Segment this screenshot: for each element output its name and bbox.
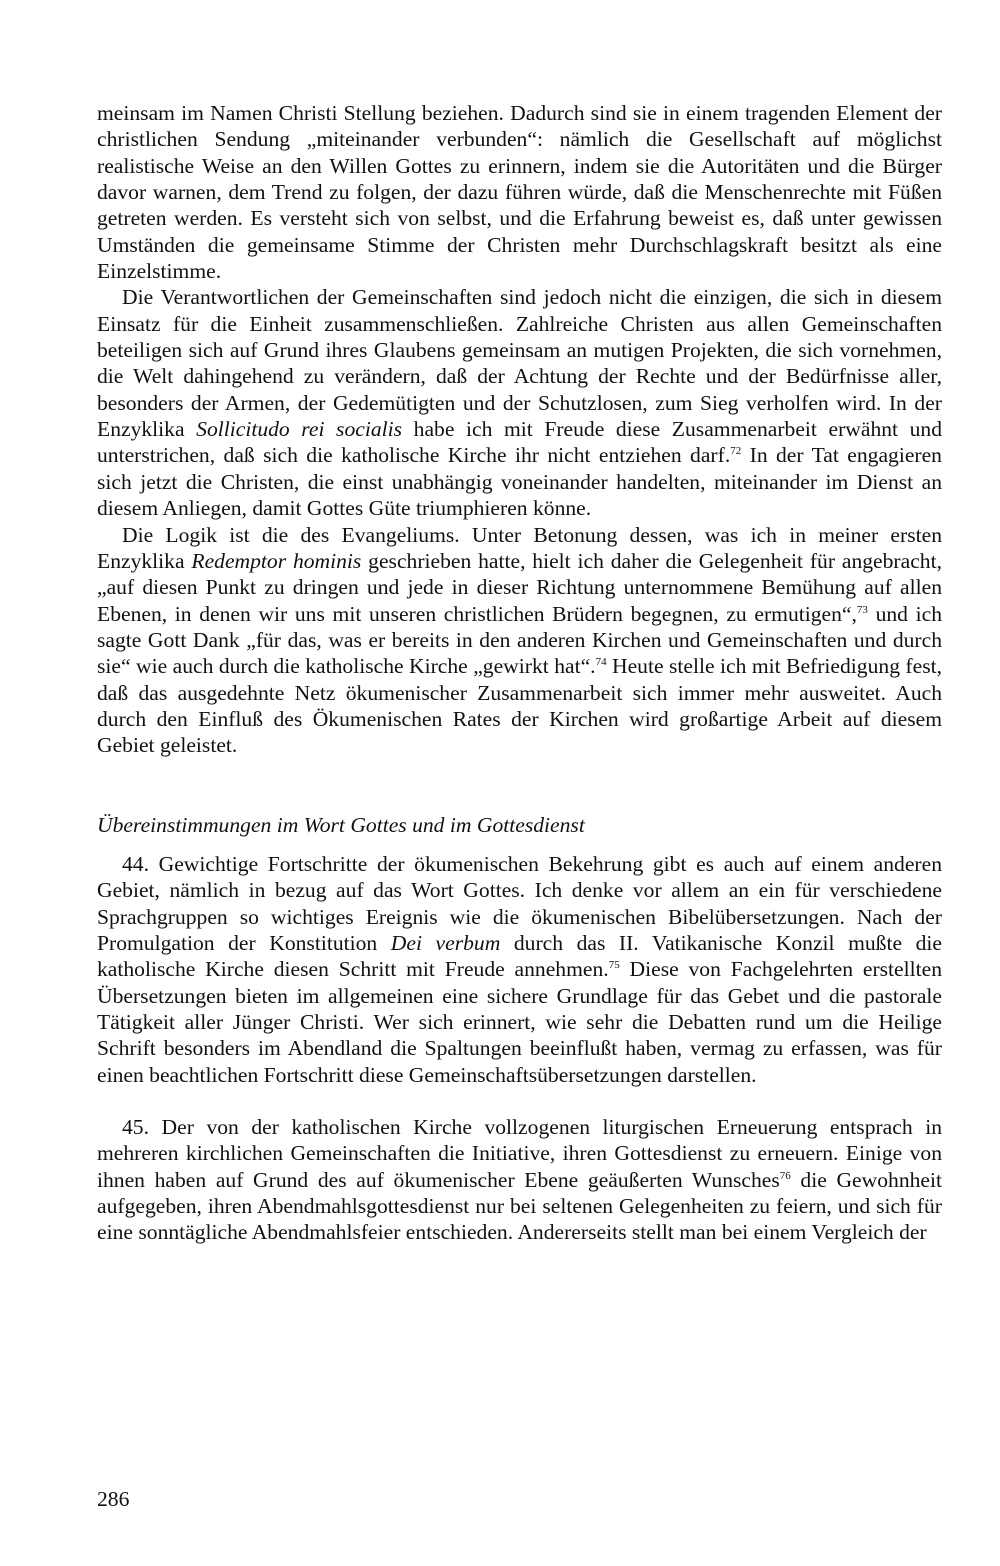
paragraph-45: 45. Der von der katholischen Kirche vollzogenen liturgischen Erneuerung entsprach in mehreren kirchlichen Gemeinschaften die Initiative, ihren Gottesdienst zu erneuern. Einige von ihnen haben auf Grund des auf ökumenischer Ebene geäußerten Wunsches$^{76}$ die Gewohnheit aufgegeben, ihren Abendmahlsgottesdienst nur bei seltenen Gelegenheiten zu feiern, und sich für eine sonntägliche Abendmahlsfeier entschieden. Andererseits stellt man bei einem Vergleich der (97, 1115, 942, 1245)
paragraph-2: Die Verantwortlichen der Gemeinschaften sind jedoch nicht die einzigen, die sich in diesem Einsatz für die Einheit zusammenschließen. Zahlreiche Christen aus allen Gemeinschaften beteiligen sich auf Grund ihres Glaubens gemeinsam an mutigen Projekten, die sich vornehmen, die Welt dahingehend zu verändern, daß der Achtung der Rechte und der Bedürfnisse aller, besonders der Armen, der Gedemütigten und der Schutzlosen, zum Sieg verholfen wird. In der Enzyklika Sollicitudo rei socialis habe ich mit Freude diese Zusammenarbeit erwähnt und unterstrichen, daß sich die katholische Kirche ihr nicht entziehen darf.$^{72}$ In der Tat engagieren sich jetzt die Christen, die einst unabhängig voneinander handelten, miteinander im Dienst an diesem Anliegen, damit Gottes Güte triumphieren könne. (97, 285, 943, 521)
italic-title: Redemptor hominis (191, 548, 362, 573)
paragraph-44: 44. Gewichtige Fortschritte der ökumenischen Bekehrung gibt es auch auf einem anderen Gebiet, nämlich in bezug auf das Wort Gottes. Ich denke vor allem an ein für verschiedene Sprachgruppen so wichtiges Ereignis wie die ökumenischen Bibelübersetzungen. Nach der Promulgation der Konstitution Dei verbum durch das II. Vatikanische Konzil mußte die katholische Kirche diesen Schritt mit Freude annehmen.$^{75}$ Diese von Fachgelehrten erstellten Übersetzungen bieten im allgemeinen eine sichere Grundlage für das Gebet und die pastorale Tätigkeit aller Jünger Christi. Wer sich erinnert, wie sehr die Debatten rund um die Heilige Schrift besonders im Abendland die Spaltungen beeinflußt haben, vermag zu erfassen, was für einen beachtlichen Fortschritt diese Gemeinschaftsübersetzungen darstellen. (97, 851, 942, 1087)
footnote-ref: 76 (779, 1169, 791, 1182)
page-body (97, 100, 942, 1246)
footnote-ref: 73 (856, 603, 868, 616)
italic-title: Sollicitudo rei socialis (196, 417, 403, 442)
footnote-ref: 72 (730, 445, 742, 458)
footnote-ref: 75 (608, 959, 620, 972)
footnote-ref: 74 (595, 656, 607, 669)
italic-title: Dei verbum (390, 930, 501, 955)
page-number: 286 (97, 1487, 130, 1511)
paragraph-1: meinsam im Namen Christi Stellung beziehen. Dadurch sind sie in einem tragenden Element der christlichen Sendung „miteinander verbunden“: nämlich die Gesellschaft auf möglichst realistische Weise an den Willen Gottes zu erinnern, indem sie die Autoritäten und die Bürger davor warnen, dem Trend zu folgen, der dazu führen würde, daß die Menschenrechte mit Füßen getreten werden. Es versteht sich von selbst, und die Erfahrung beweist es, daß unter gewissen Umständen die gemeinsame Stimme der Christen mehr Durchschlagskraft besitzt als eine Einzelstimme. (97, 101, 942, 284)
paragraph-3: Die Logik ist die des Evangeliums. Unter Betonung dessen, was ich in meiner ersten Enzyklika Redemptor hominis geschrieben hatte, hielt ich daher die Gelegenheit für angebracht, „auf diesen Punkt zu dringen und jede in dieser Richtung unternommene Bemühung auf allen Ebenen, in denen wir uns mit unseren christlichen Brüdern begegnen, zu ermutigen“,$^{73}$ und ich sagte Gott Dank „für das, was er bereits in den anderen Kirchen und Gemeinschaften und durch sie“ wie auch durch die katholische Kirche „gewirkt hat“.$^{74}$ Heute stelle ich mit Befriedigung fest, daß das ausgedehnte Netz ökumenischer Zusammenarbeit sich immer mehr ausweitet. Auch durch den Einfluß des Ökumenischen Rates der Kirchen wird großartige Arbeit auf diesem Gebiet geleistet. (97, 522, 943, 758)
section-heading: Übereinstimmungen im Wort Gottes und im Gottesdienst (97, 812, 585, 837)
